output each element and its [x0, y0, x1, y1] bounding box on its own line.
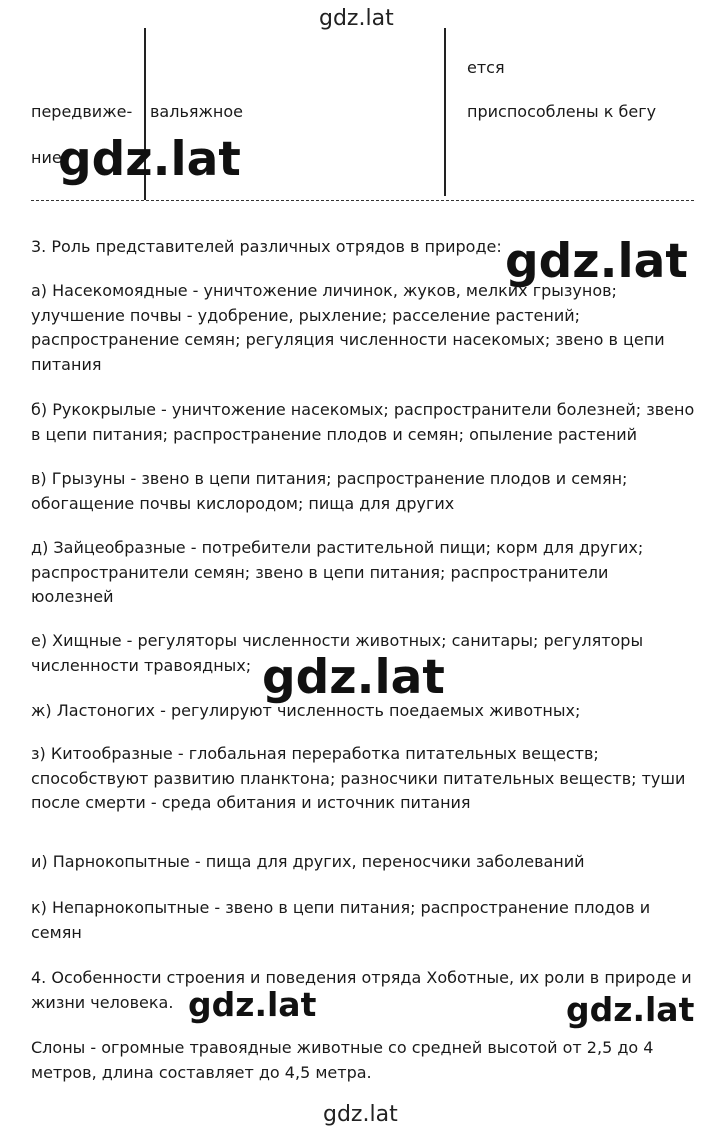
table-cell-gait: вальяжное: [150, 102, 244, 121]
paragraph-lagomorphs: д) Зайцеобразные - потребители растительной пищи; корм для других; распространители семян; звено в цепи питания; распространители юолезней: [31, 538, 644, 606]
table-border-right: [444, 28, 446, 196]
section-4-heading: 4. Особенности строения и поведения отряда Хоботные, их роли в природе и жизни человека.: [31, 968, 692, 1012]
paragraph-artiodactyls: и) Парнокопытные - пища для других, переносчики заболеваний: [31, 852, 585, 871]
watermark-bottom: gdz.lat: [323, 1102, 398, 1127]
paragraph-cetaceans: з) Китообразные - глобальная переработка питательных веществ; способствуют развитию планктона; разносчики питательных веществ; туши после смерти - среда обитания и источник питания: [31, 744, 686, 812]
table-cell-movement-2: ние: [31, 148, 62, 167]
table-cell-movement-1: передвиже-: [31, 102, 133, 121]
watermark-overlay-3: gdz.lat: [262, 650, 445, 705]
paragraph-rodents: в) Грызуны - звено в цепи питания; распространение плодов и семян; обогащение почвы кислородом; пища для других: [31, 469, 628, 513]
watermark-overlay-4: gdz.lat: [188, 985, 317, 1024]
paragraph-pinnipeds: ж) Ластоногих - регулируют численность поедаемых животных;: [31, 701, 581, 720]
section-3-heading: 3. Роль представителей различных отрядов в природе:: [31, 237, 502, 256]
section-divider: [31, 200, 694, 201]
watermark-overlay-2: gdz.lat: [505, 234, 688, 289]
watermark-top: gdz.lat: [319, 6, 394, 31]
section-4-answer: Слоны - огромные травоядные животные со средней высотой от 2,5 до 4 метров, длина составляет до 4,5 метра.: [31, 1038, 654, 1082]
paragraph-bats: б) Рукокрылые - уничтожение насекомых; распространители болезней; звено в цепи питания; распространение плодов и семян; опыление растений: [31, 400, 695, 444]
paragraph-insectivores: а) Насекомоядные - уничтожение личинок, жуков, мелких грызунов; улучшение почвы - удобрение, рыхление; расселение растений; распространение семян; регуляция численности насекомых; звено в цепи питания: [31, 281, 665, 374]
watermark-overlay-5: gdz.lat: [566, 990, 695, 1029]
table-cell-adaptation-2: приспособлены к бегу: [467, 102, 657, 121]
table-cell-adaptation-1: ется: [467, 58, 505, 77]
paragraph-carnivores: е) Хищные - регуляторы численности животных; санитары; регуляторы численности травоядных;: [31, 631, 644, 675]
watermark-overlay-1: gdz.lat: [58, 132, 241, 187]
paragraph-perissodactyls: к) Непарнокопытные - звено в цепи питания; распространение плодов и семян: [31, 898, 651, 942]
